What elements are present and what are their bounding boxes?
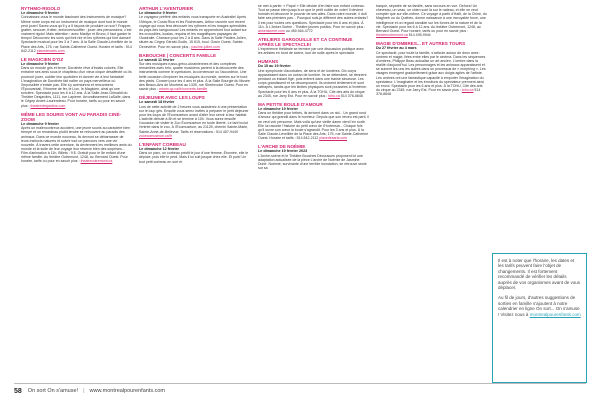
event-title: L'ARCHE DE NOÉMIE: [258, 144, 306, 150]
event-title: ARTHUR L'AVENTURIER: [139, 6, 194, 11]
event-l-enfant-corbeau: [139, 142, 250, 164]
footer-separator: |: [83, 388, 85, 394]
event-date: Du 27 février au 4 mars: [376, 46, 417, 51]
event-description: L'Arche-scène et le Théâtre Bouches Décousues proposent ici une adaptation actualisée de la pièce L'arche de Noémie de Jasmine Dubé. Noémie, survivante d'une terrible inondation, se retrouve seule sur sa: [258, 153, 367, 171]
event-date: Le dimanche 9 février: [21, 121, 59, 126]
event-le-magicien-d-oz: [21, 57, 132, 108]
info-link[interactable]: montrealpourenfants.com: [529, 311, 581, 317]
event-link[interactable]: theatreoutremont.ca: [376, 33, 408, 38]
event-link[interactable]: placedesarts.com: [319, 136, 348, 141]
event-extra: 514 495-9944: [408, 33, 431, 38]
column-1: [21, 4, 132, 168]
event-extra: 514 376-8648: [376, 88, 481, 97]
event-description: L'expérience théâtrale se termine par une discussion publique avec les artistes en bord de scène, tout de suite après le spectacle.: [258, 47, 364, 56]
event-description: Le voyageur préféré des enfants vous transporte en Australie! Après l'Afrique, le Costa Rica et les Rocheuses, Arthur raconte son récent voyage qui nous fera découvrir les rythmes et les images splendides du pays des kangourous! Les enfants en apprendront tout autant sur les crocodiles, koalas, requins et les magnifiques paysages de l'Australie. Chanson pour les 2 à 8 ans. Dans la Salle Pauline-Julien, située au Cégep Gérald-Godin, 15 615, boul. Gouin Ouest, Sainte-Geneviève. Pour en savoir plus : pauline-julien.com: [139, 15, 247, 49]
event-continued-0: [258, 4, 369, 33]
event-title: L'ENFANT CORBEAU: [139, 141, 186, 147]
event-ma-petite-boule-d-amour: [258, 102, 369, 141]
event-date: Le dimanche 9 février: [21, 11, 59, 15]
event-description: Dans un monde gris et terne, Dorothée rêve d'éclats colorés. Elle entraîne ses amis sous le chapiteau d'un vieux cirque désaffecté où ils pourront jouer, oublier leur quotidien et donner vie à leur fantaisie! L'imagination de Dorothée fait naître un pays merveilleux où l'impossible n'existe pas. Elle s'y aventurera et rencontrera l'Épouvantail, l'Homme de fer, le Lion, le Magicien, ainsi qu'une sorcière. Spectacle pour les 6 à 12 ans. À la Salle-Jean-Grimaldi du Théâtre Desjardins, 1111, rue Lapierre. Arrondissement LaSalle, dans le Cégep André-Laurendeau. Pour horaire, tarifs ou pour en savoir plus : theatredesjardins.com: [21, 66, 132, 108]
event-title: MA PETITE BOULE D'AMOUR: [258, 101, 323, 107]
event-title: LE MAGICIEN D'OZ: [21, 56, 64, 62]
event-title: BABOUCHE | CONCERTS FAMILLE: [139, 52, 217, 58]
event-link[interactable]: pauline-julien.com: [191, 44, 220, 49]
event-description: Dans un théâtre pour bébés, ils arrivent dans un nid... Un grand rond d'amour qui grandit dans le bonheur. Depuis que son neveu est parti, il ne veut voir personne. Mais voilà qu'une vieille dame vient l'en sortir. Elle lui raconte l'histoire du petit cœur de l'Hortensia... Chaque fois qu'il ouvre son cœur la boule s'agrandit. Pour les 3 ans et plus. À la Salle Claude-Léveillée de la Place des Arts, 175, rue Sainte-Catherine Ouest. Horaire et tarifs : 514 842-2112 placedesarts.com: [258, 111, 369, 141]
event-date: Le dimanche 9 février: [21, 61, 59, 66]
event-link[interactable]: ansenscene.com: [258, 28, 285, 33]
event-ateliers-gargouille-et-ca-cont: [258, 37, 369, 55]
event-extra: ou 450 464-4772: [285, 28, 313, 33]
event-date: Le dimanche 9 février: [139, 11, 177, 15]
footer-rule: [14, 383, 586, 384]
event-continued-0: [376, 4, 487, 37]
event-link[interactable]: tohu.ca: [328, 93, 340, 98]
event-description: Lors de cette activité de 2 heures vous assisterez à une présentation sur le loup gris. Ensuite vous serez invités à préparer le petit déjeuner pour les loups de l'Écomuséum avant d'aller leur servir à leur habitat. L'activité débute à 8h et se termine à 10h. Vous aurez ensuite l'occasion de visiter le Zoo Écomuséum en toute liberté. Le tarif inclut l'entrée dans le zoo. À l'Écomuséum, au 21125, chemin Sainte-Marie, Sainte-Anne-de-Bellevue. Tarifs et réservations : 514 457-9449 zooecomuseum.ca/fr: [139, 104, 249, 138]
event-arthur-l-aventurier: [139, 6, 250, 49]
event-description: Après un malencontreux accident, une jeune souris au caractère bien trempé et un renardeau plutôt tendre se retrouvent au paradis des animaux. Dans ce monde nouveau, ils devront se débarrasser de leurs instincts naturels et suivre tout un parcours vers une vie nouvelle. À travers cette aventure, ils deviennent les meilleurs amis du monde et la suite de leur voyage leur réserve bien des surprises... Film d'animation à 11h. Billets : 9 $. Gratuit pour le 5e enfant d'une même famille. Au théâtre Outremont, 1248, av. Bernard Ouest. Pour horaire, tarifs ou pour en savoir plus : theatreoutremont.ca: [21, 126, 132, 164]
footer-section: On sort On s'amuse!: [27, 388, 79, 394]
event-dejeuner-avec-les-loups: [139, 95, 250, 138]
event-link[interactable]: theatredesjardins.com: [30, 103, 66, 108]
event-description: se met à parler. « Papa! » Elle décide d'en faire son enfant corbeau. Tout se passe bien jusqu'à ce que le petit oublie de voler! Il devient humain et découvre le pouvoir de ses ailes. Dans notre monde, il doit faire ses premiers pas... Pourquoi suis-je différent des autres enfants? Il est pour toutes ces questions. Spectacle pour les 6 ans et plus. À 11h. À L'Anker-Scène - Théâtre jeunes publics. Pour en savoir plus : ansenscene.com ou 450 464-4772: [258, 4, 369, 33]
event-description: Connaissez-vous le monde fascinant des instruments de musique? Même notre corps est un instrument de musique dont tout le monde peut jouer! Savez-vous qu'il y a 5 façons de produire un son? Frapper, gratter, secouer, frotter, enfoncer/souffler : jouer des percussions, c'est vraiment rigolo! Mais attention : avec Marilyn et Bruno, il faut garder le tempo! Découvrez les sons qui font rire et les rythmes qui font danser! Spectacle musical pour les 3 à 7 ans. À la Salle Claude-Léveillée de la Place des Arts, 175, rue Sainte-Catherine Ouest. Horaire et tarifs : 514 842-2112 placedesarts.com: [21, 15, 132, 53]
event-description: Ce spectacle, pour toute la famille, s'articule autour de deux axes : ombres et magie, liées entre elles par le cinéma. Dans les séquences d'ombres, Philippe Beau actualise un art ancien. L'ombre dans la réalité d'aujourd'hui. Les personnages et les animaux apparaissent et se suivent les uns les autres dans un processus de « morphing ». Les visages émergent graduellement grâce aux doigts agiles de l'artiste. Les ombres ont une fantastique capacité à emporter l'imagination du spectateur. L'imaginaire et les émotions du spectateur prennent ainsi un envol. Spectacle pour les 6 ans et plus. À la TOHU, Cité des arts du cirque au 2345, rue Jarry Est. Pour en savoir plus : tohu.ca 514 376-8648: [376, 50, 486, 97]
event-description: barque, séparée de sa famille, sans secours en vue. Dehors! Un chevreau, un veau, un chien sont là sur le radeau, et elle ne veut compter que sur elle-même. Ce voyage à partir d'Haïti, de la Chine, du Maghreb ou du Québec, donne naissance à une incroyable force, une intelligence et un regard candide sur les forces de la nature et de la vie. Spectacle pour les 6 à 12 ans. Au théâtre Outremont, 1248, av. Bernard Ouest. Pour horaire, tarifs ou pour en savoir plus : theatreoutremont.ca 514 495-9944: [376, 4, 487, 38]
event-humans: [258, 59, 369, 98]
event-title: HUMANS: [258, 59, 279, 65]
event-title: MÊME LES SOURIS VONT AU PARADIS CINÉ-ZOOM: [21, 111, 122, 122]
event-extra: 514 376-8648: [340, 93, 363, 98]
column-3: [258, 4, 369, 174]
event-description: Dans un parc, un corbeau prédit le jour d'une femme. Étonnée, elle le déploie, puis elle le perd. Mais il lui suit jusque chez elle. Et puis! Un tout petit corbeau en sort et: [139, 151, 249, 164]
event-date: Le samedi 11 février: [139, 57, 175, 62]
page-number: 58: [14, 387, 22, 395]
column-2: [139, 4, 250, 168]
info-note: Il est à noter que l'horaire, les dates et les tarifs peuvent faire l'objet de changements. Il est fortement recommandé de vérifier les détails auprès de vos organismes avant de vous déplacer.: [498, 258, 581, 291]
event-title: ATELIERS GARGOUILLE ET CA CONTINUE APRÈS LE SPECTACLE!: [258, 37, 353, 48]
event-date: Du 15 au 19 février: [258, 64, 291, 69]
event-link[interactable]: theatreoutremont.ca: [80, 159, 113, 164]
event-date: Le dimanche 19 février 2023: [258, 149, 308, 154]
event-link[interactable]: tohu.ca: [461, 88, 474, 93]
event-title: DÉJEUNER AVEC LES LOUPS: [139, 95, 205, 101]
event-description: Une symphonie d'acrobates, de sens et de lumières. Dix corps apparaissent dans un océan de lumière. Ils se détendent, se tiennent pendant un instant figé, puis entrent dans une transe sinueuse. Les corps grandissent et se décomposent. Ils croisent lentement et sont rattrapés, tandis que les limites physiques sont poussées à l'extrême. Spectacle pour les 6 ans et plus. À la TOHU, Cité des arts du cirque au 2345, rue Jarry Est. Pour en savoir plus : tohu.ca 514 376-8648: [258, 68, 367, 98]
event-link[interactable]: mbam.qc.ca/fr/concerts-famille: [158, 87, 208, 91]
event-date: Le samedi 18 février: [139, 100, 175, 105]
event-title: MAGIE D'OMBRES... ET AUTRES TOURS: [376, 41, 466, 47]
event-link[interactable]: zooecomuseum.ca/fr: [139, 133, 172, 138]
page-footer: [14, 385, 165, 397]
event-babouche-concerts-famille: [139, 53, 250, 92]
event-description: Sur des musiques russo-gréco-ukrainiennes et des comptines remaniées avec brio, quatre musiciens partent à la découverte des instruments comme le cymbalum, la cornemuse ou l'accordéon. Une belle occasion d'explorer les musiques du monde, sereins sur le bout des pieds. Concert pour les 4 ans et plus. À la Salle Bourgie du Musée des Beaux-Arts de Montréal au 1339, rue Sherbrooke Ouest. Pour en savoir plus : mbam.qc.ca/fr/concerts-famille: [139, 62, 251, 91]
info-box: [492, 253, 587, 383]
event-rythmo-rigolo: [21, 6, 132, 53]
column-4: [376, 4, 487, 100]
event-link[interactable]: placedesarts.com: [36, 48, 65, 53]
event-title: RYTHMO-RIGOLO: [21, 6, 61, 11]
event-meme-les-souris-vont-au-paradi: [21, 112, 132, 164]
info-suggestion: Au fil de jours, d'autres suggestions de sorties en famille s'ajoutent à notre calendrier en ligne On sort... On s'amuse ! Visitez nous à montrealpourenfants.com: [498, 295, 581, 317]
event-l-arche-de-noemie: [258, 144, 369, 170]
event-date: Le dimanche 19 février: [258, 106, 298, 111]
event-magie-d-ombres-et-autres-tours: [376, 41, 487, 96]
footer-site[interactable]: www.montrealpourenfants.com: [89, 388, 166, 394]
event-date: Le dimanche 12 février: [139, 146, 179, 151]
